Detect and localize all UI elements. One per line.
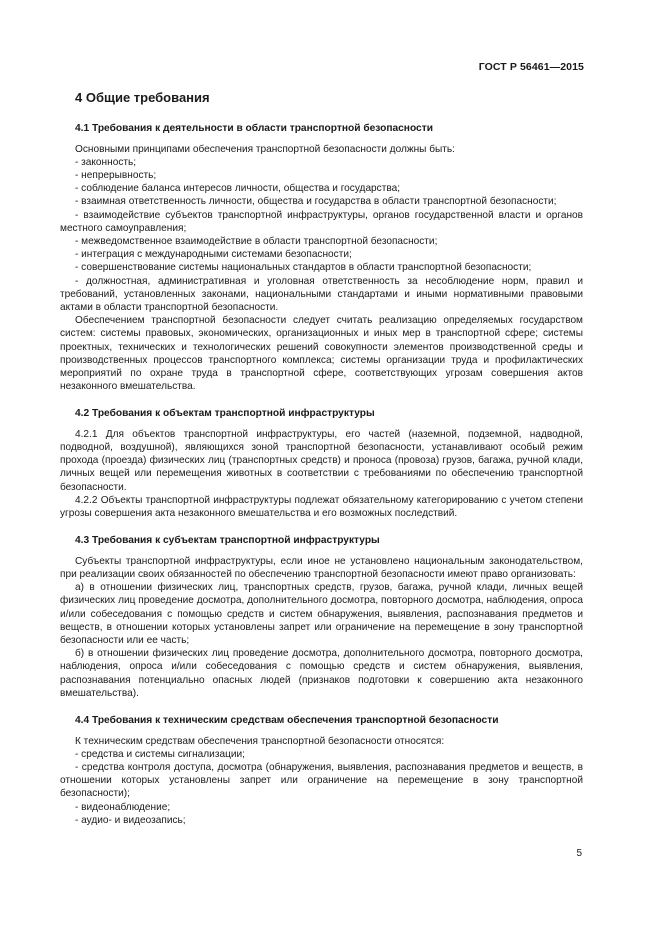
subsection-title-4-4: 4.4 Требования к техническим средствам обеспечения транспортной безопасности [75, 715, 499, 727]
document-body [60, 88, 583, 827]
subsection-title-4-3: 4.3 Требования к субъектам транспортной инфраструктуры [75, 535, 380, 547]
list-item: - интеграция с международными системами безопасности; [75, 249, 352, 261]
list-item: - совершенствование системы национальных стандартов в области транспортной безопасности; [75, 262, 532, 274]
list-item: - законность; [75, 156, 137, 168]
paragraph: Основными принципами обеспечения транспортной безопасности должны быть: [75, 143, 455, 155]
list-item: - аудио- и видеозапись; [75, 814, 186, 826]
list-item: - должностная, административная и уголовная ответственность за несоблюдение норм, правил и требований, установленных законами, национальными стандартами и иными нормативными правовыми актами в области транспортной безопасности. [60, 275, 583, 313]
document-code: ГОСТ Р 56461—2015 [478, 61, 584, 73]
subsection-title-4-2: 4.2 Требования к объектам транспортной инфраструктуры [75, 408, 375, 420]
list-item: - соблюдение баланса интересов личности, общества и государства; [75, 183, 401, 195]
list-item: - средства контроля доступа, досмотра (обнаружения, выявления, распознавания предметов и веществ, в отношении которых установлены запрет или ограничение на перемещение в зону транспортной безопасности); [60, 761, 583, 800]
paragraph: Обеспечением транспортной безопасности следует считать реализацию определяемых государством систем: системы правовых, экономических, организационных и иных мер в транспортной сфере; системы проектных, технических и технологических решений совокупности элементов производственной среды и производственных процессов транспортного комплекса; системы организации труда и профилактических мероприятий по охране труда в транспортной сфере, соответствующих угрозам совершения актов незаконного вмешательства. [60, 315, 583, 393]
paragraph: К техническим средствам обеспечения транспортной безопасности относятся: [75, 735, 445, 747]
paragraph: 4.2.2 Объекты транспортной инфраструктуры подлежат обязательному категорированию с учетом степени угрозы совершения акта незаконного вмешательства и его возможных последствий. [60, 494, 583, 520]
paragraph: а) в отношении физических лиц, транспортных средств, грузов, багажа, ручной клади, личных вещей физических лиц проведение досмотра, дополнительного досмотра, повторного досмотра, наблюдения, опроса и/или собеседования с помощью средств и систем обнаружения, выявления, распознавания предметов и веществ, в отношении которых установлены запрет или ограничение на перемещение в зону транспортной безопасности или ее часть; [60, 582, 583, 646]
list-item: - непрерывность; [75, 169, 157, 181]
list-item: - взаимная ответственность личности, общества и государства в области транспортной безопасности; [75, 196, 557, 208]
page-number: 5 [576, 848, 582, 859]
list-item: - средства и системы сигнализации; [75, 748, 245, 760]
paragraph: 4.2.1 Для объектов транспортной инфраструктуры, его частей (наземной, подземной, надводной, подводной, воздушной), являющихся зоной транспортной безопасности, устанавливают особый режим прохода (проезда) физических лиц (транспортных средств) и проноса (провоза) грузов, багажа, ручной клади, личных вещей или перемещения животных в соответствии с требованиями по обеспечению транспортной безопасности. [60, 428, 583, 493]
subsection-title-4-1: 4.1 Требования к деятельности в области транспортной безопасности [75, 123, 433, 134]
list-item: - видеонаблюдение; [75, 801, 171, 813]
list-item: - межведомственное взаимодействие в области транспортной безопасности; [75, 235, 438, 247]
section-title: 4 Общие требования [75, 90, 210, 105]
paragraph: б) в отношении физических лиц проведение досмотра, дополнительного досмотра, повторного досмотра, наблюдения, опроса и/или собеседования с помощью средств и систем обнаружения, выявления, распознавания потенциально опасных людей (признаков подготовки к совершению акта незаконного вмешательства). [60, 648, 583, 699]
list-item: - взаимодействие субъектов транспортной инфраструктуры, органов государственной власти и органов местного самоуправления; [60, 209, 583, 234]
paragraph: Субъекты транспортной инфраструктуры, если иное не установлено национальным законодательством, при реализации своих обязанностей по обеспечению транспортной безопасности имеют право организовать: [60, 555, 583, 580]
